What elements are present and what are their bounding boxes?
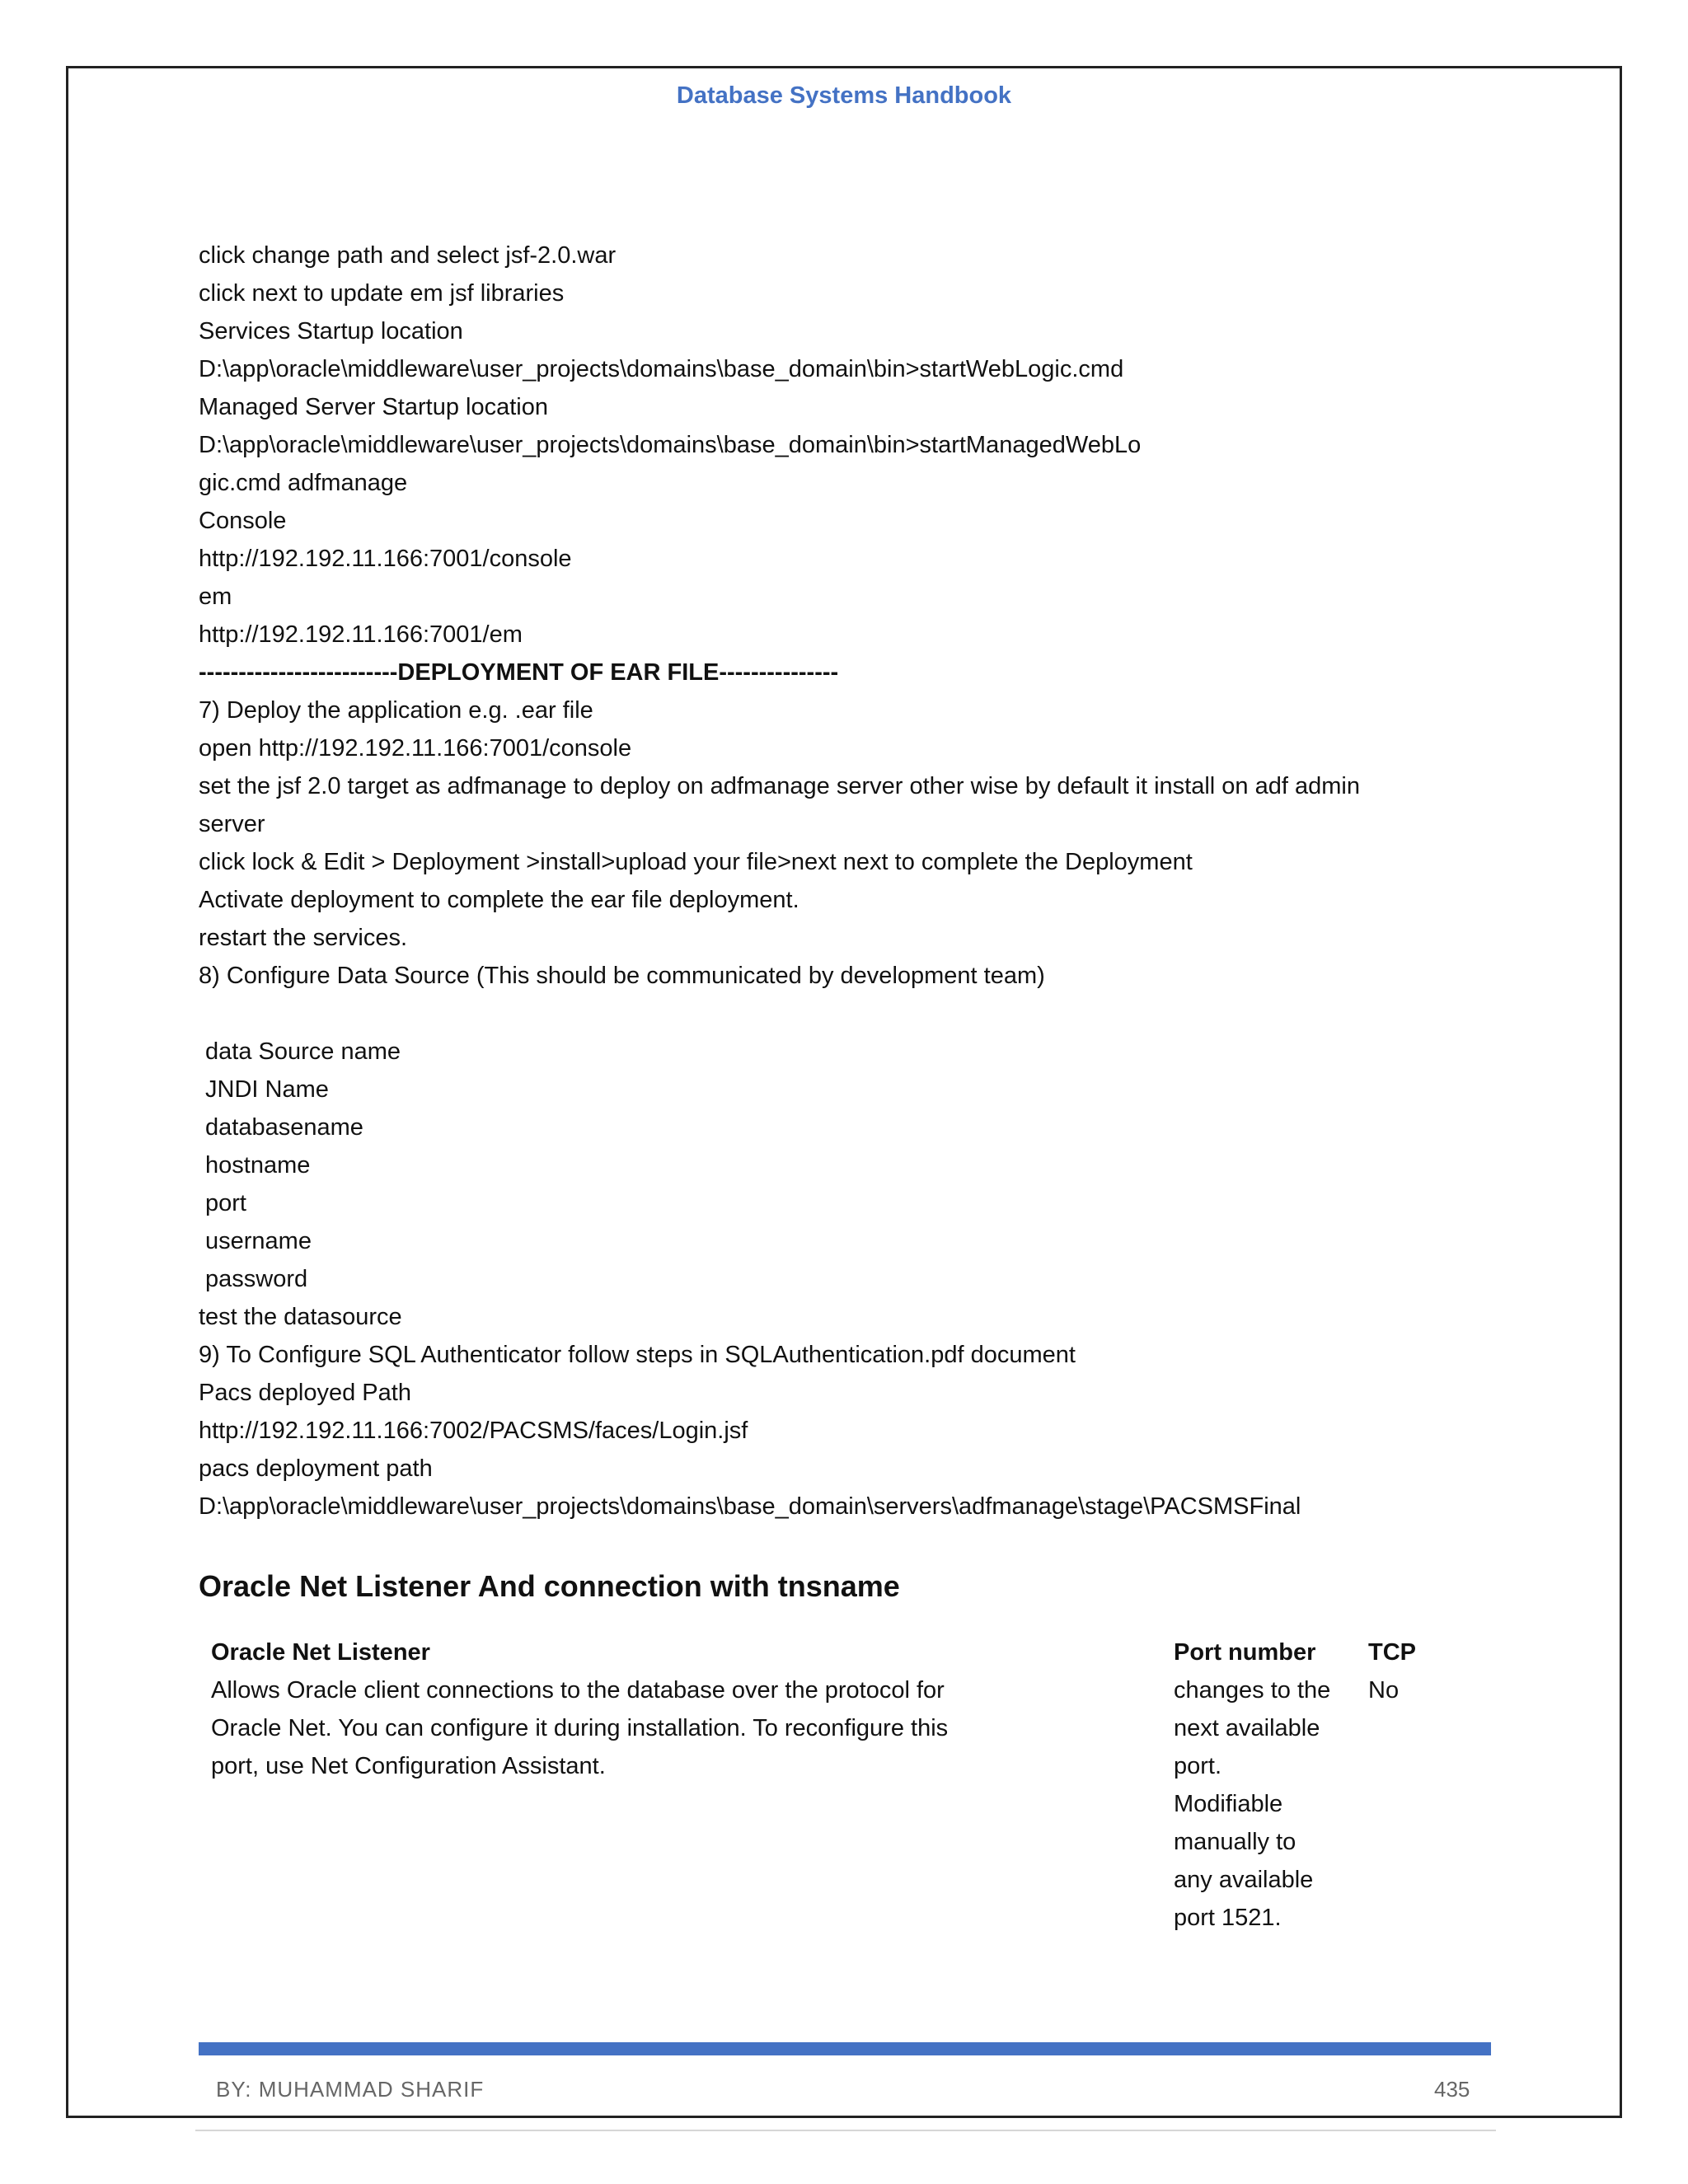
text-line: click change path and select jsf-2.0.war xyxy=(199,242,617,269)
table-column-description xyxy=(211,1633,1035,1785)
text-line: Pacs deployed Path xyxy=(199,1380,411,1406)
paragraph-gap xyxy=(199,995,1501,1033)
text-line: click next to update em jsf libraries xyxy=(199,280,565,307)
text-line: http://192.192.11.166:7001/em xyxy=(199,621,523,648)
table-column-port xyxy=(1174,1633,1355,1937)
table-header-port: Port number xyxy=(1174,1639,1316,1666)
datasource-field-line: data Source name xyxy=(205,1038,401,1065)
text-line: 7) Deploy the application e.g. .ear file xyxy=(199,697,593,724)
datasource-field-line: JNDI Name xyxy=(205,1076,329,1103)
footer-page-number: 435 xyxy=(1434,2077,1470,2102)
table-cell-line: port. xyxy=(1174,1753,1222,1779)
text-line: Managed Server Startup location xyxy=(199,394,548,420)
table-header-tcp: TCP xyxy=(1368,1639,1416,1666)
table-header-listener: Oracle Net Listener xyxy=(211,1639,430,1666)
text-line: test the datasource xyxy=(199,1304,402,1330)
text-line: pacs deployment path xyxy=(199,1455,433,1482)
datasource-field-line: port xyxy=(205,1190,246,1216)
text-line: open http://192.192.11.166:7001/console xyxy=(199,735,632,762)
table-cell-line: port 1521. xyxy=(1174,1905,1282,1931)
text-line: D:\app\oracle\middleware\user_projects\domains\base_domain\bin>startWebLogic.cmd xyxy=(199,356,1124,382)
table-column-tcp xyxy=(1368,1633,1451,1709)
text-line: Services Startup location xyxy=(199,318,463,344)
datasource-field-line: hostname xyxy=(205,1152,311,1179)
table-cell-line: next available xyxy=(1174,1715,1320,1741)
datasource-field-line: databasename xyxy=(205,1114,363,1141)
section-heading: Oracle Net Listener And connection with tnsname xyxy=(199,1569,900,1603)
text-line: 8) Configure Data Source (This should be communicated by development team) xyxy=(199,963,1045,989)
table-cell-line: Modifiable xyxy=(1174,1791,1283,1817)
datasource-field-line: username xyxy=(205,1228,312,1254)
table-cell-tcp-value: No xyxy=(1368,1677,1400,1704)
footer-author: BY: MUHAMMAD SHARIF xyxy=(216,2077,485,2102)
text-line: em xyxy=(199,583,232,610)
datasource-field-line: password xyxy=(205,1266,308,1292)
text-line: Activate deployment to complete the ear file deployment. xyxy=(199,887,799,913)
bottom-divider xyxy=(195,2130,1496,2131)
text-line: 9) To Configure SQL Authenticator follow steps in SQLAuthentication.pdf document xyxy=(199,1342,1076,1368)
table-cell-line: Allows Oracle client connections to the database over the protocol for xyxy=(211,1677,945,1704)
text-line: server xyxy=(199,811,265,837)
table-cell-line: changes to the xyxy=(1174,1677,1331,1704)
text-line: http://192.192.11.166:7002/PACSMS/faces/Login.jsf xyxy=(199,1418,748,1444)
table-cell-line: manually to xyxy=(1174,1829,1296,1855)
table-cell-line: any available xyxy=(1174,1867,1314,1893)
table-cell-line: port, use Net Configuration Assistant. xyxy=(211,1753,606,1779)
body-text xyxy=(199,237,1501,1526)
deployment-divider-heading: -------------------------DEPLOYMENT OF EAR FILE--------------- xyxy=(199,659,839,686)
text-line: D:\app\oracle\middleware\user_projects\domains\base_domain\servers\adfmanage\stage\PACSMSFinal xyxy=(199,1493,1301,1520)
text-line: http://192.192.11.166:7001/console xyxy=(199,546,572,572)
text-line: D:\app\oracle\middleware\user_projects\domains\base_domain\bin>startManagedWebLo xyxy=(199,432,1142,458)
footer-accent-bar xyxy=(199,2042,1491,2055)
running-header-title: Database Systems Handbook xyxy=(676,82,1012,109)
table-cell-line: Oracle Net. You can configure it during installation. To reconfigure this xyxy=(211,1715,949,1741)
text-line: Console xyxy=(199,508,287,534)
text-line: set the jsf 2.0 target as adfmanage to deploy on adfmanage server other wise by default it install on adf admin xyxy=(199,773,1360,799)
text-line: restart the services. xyxy=(199,925,408,951)
text-line: click lock & Edit > Deployment >install>upload your file>next next to complete the Deployment xyxy=(199,849,1193,875)
text-line: gic.cmd adfmanage xyxy=(199,470,408,496)
